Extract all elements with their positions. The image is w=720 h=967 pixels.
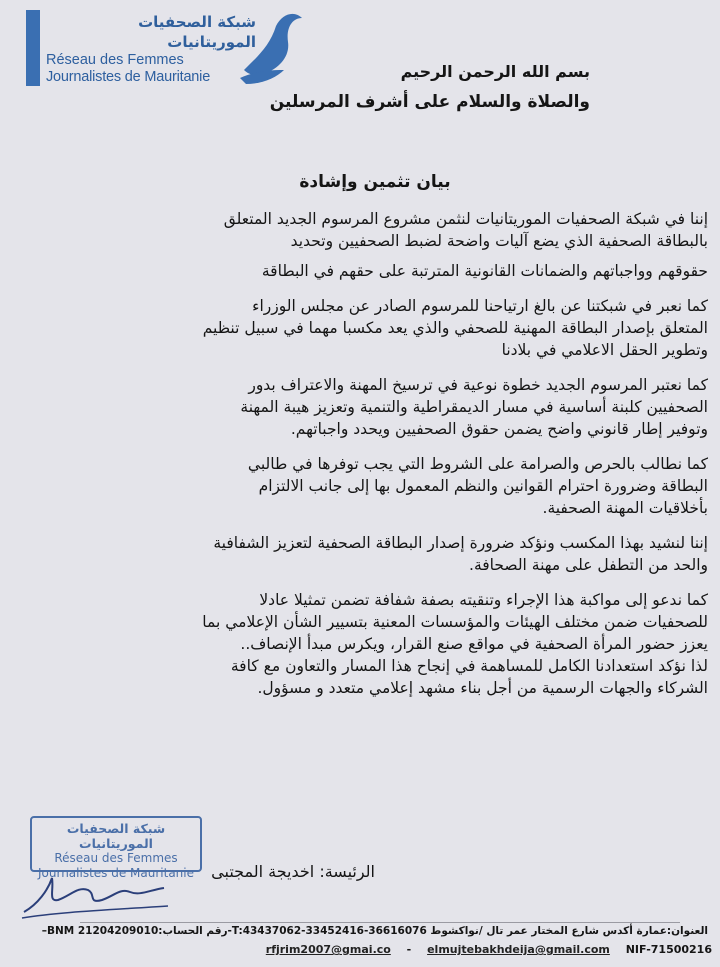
body-line: بأخلاقيات المهنة الصحفية. [542,499,708,517]
body-line: للصحفيات ضمن مختلف الهيئات والمؤسسات المعنية بتسيير الشأن الإعلامي بما [202,613,708,631]
paragraph-7 [8,589,708,699]
organization-logo [26,8,302,88]
body-line: وتطوير الحقل الاعلامي في بلادنا [501,341,708,359]
body-line: كما نعتبر المرسوم الجديد خطوة نوعية في ترسيخ المهنة والاعتراف بدور [248,376,708,394]
logo-bar [26,10,40,86]
body-line: بالبطاقة الصحفية الذي يضع آليات واضحة لضبط الصحفيين وتحديد [290,232,708,250]
body-line: حقوقهم وواجباتهم والضمانات القانونية المترتبة على حقهم في البطاقة [261,262,708,280]
paragraph-4 [8,374,708,440]
paragraph-5 [8,453,708,519]
footer-nif: NIF-71500216 [625,943,712,956]
salat-line: والصلاة والسلام على أشرف المرسلين [269,92,590,112]
logo-french-line1: Réseau des Femmes [46,52,184,68]
body-line: والحد من التطفل على مهنة الصحافة. [469,556,708,574]
footer-address: العنوان:عمارة أكدس شارع المختار عمر تال /نواكشوط T:43437062-33452416-36616076-رقم الحساب:BNM 21204209010– [41,925,708,937]
body-line: إننا لنشيد بهذا المكسب ونؤكد ضرورة إصدار البطاقة الصحفية لتعزيز الشفافية [213,534,708,552]
body-line: يعزز حضور المرأة الصحفية في مواقع صنع القرار، ويكرس مبدأ الإنصاف.. [240,635,708,653]
signature-icon [18,860,178,920]
stamp-french-line1: Réseau des Femmes [54,851,178,865]
body-line: كما ندعو إلى مواكبة هذا الإجراء وتنقيته بصفة شفافة تضمن تمثيلا عادلا [259,591,708,609]
body-line: كما نطالب بالحرص والصرامة على الشروط التي يجب توفرها في طالبي [247,455,708,473]
body-line: لذا نؤكد استعدادنا الكامل للمساهمة في إنجاح هذا المسار والتعاون مع كافة [230,657,708,675]
paragraph-3 [8,295,708,361]
president-signature-line: الرئيسة: اخديجة المجتبى [211,862,375,881]
stamp-arabic: شبكة الصحفيات الموريتانيات [66,821,166,851]
footer-email-2[interactable]: elmujtebakhdeija@gmail.com [427,943,610,956]
stamp-french-line2: Journalistes de Mauritanie [37,866,195,880]
logo-french-line2: Journalistes de Mauritanie [46,69,211,85]
letter-body [8,208,708,712]
paragraph-1 [8,208,708,252]
logo-text [46,12,256,86]
body-line: إننا في شبكة الصحفيات الموريتانيات لنثمن مشروع المرسوم الجديد المتعلق [223,210,708,228]
logo-arabic-name: شبكة الصحفيات الموريتانيات [138,13,256,51]
body-line: كما نعبر في شبكتنا عن بالغ ارتياحنا للمرسوم الصادر عن مجلس الوزراء [252,297,708,315]
body-line: الشركاء والجهات الرسمية من أجل بناء مشهد إعلامي متعدد و مسؤول. [257,679,708,697]
document-title: بيان تثمين وإشادة [299,172,451,192]
body-line: الصحفيين كلبنة أساسية في مسار الديمقراطية والتنمية وتعزيز هيبة المهنة [240,398,708,416]
body-line: المتعلق بإصدار البطاقة المهنية للصحفي والذي يعد مكسبا مهما في سبيل تنظيم [202,319,708,337]
paragraph-6 [8,532,708,576]
paragraph-2 [8,260,708,282]
footer-divider [80,922,680,923]
body-line: البطاقة وضرورة احترام القوانين والنظم المعمول بها إلى جانب الالتزام [258,477,708,495]
footer-email-1[interactable]: rfjrim2007@gmai.co [265,943,391,956]
dove-icon [236,8,306,88]
basmala: بسم الله الرحمن الرحيم [400,62,590,81]
body-line: وتوفير إطار قانوني واضح يضمن حقوق الصحفيين ويحدد واجباتهم. [290,420,708,438]
footer-contacts: rfjrim2007@gmai.co - elmujtebakhdeija@gmail.com NIF-71500216 [265,943,712,956]
